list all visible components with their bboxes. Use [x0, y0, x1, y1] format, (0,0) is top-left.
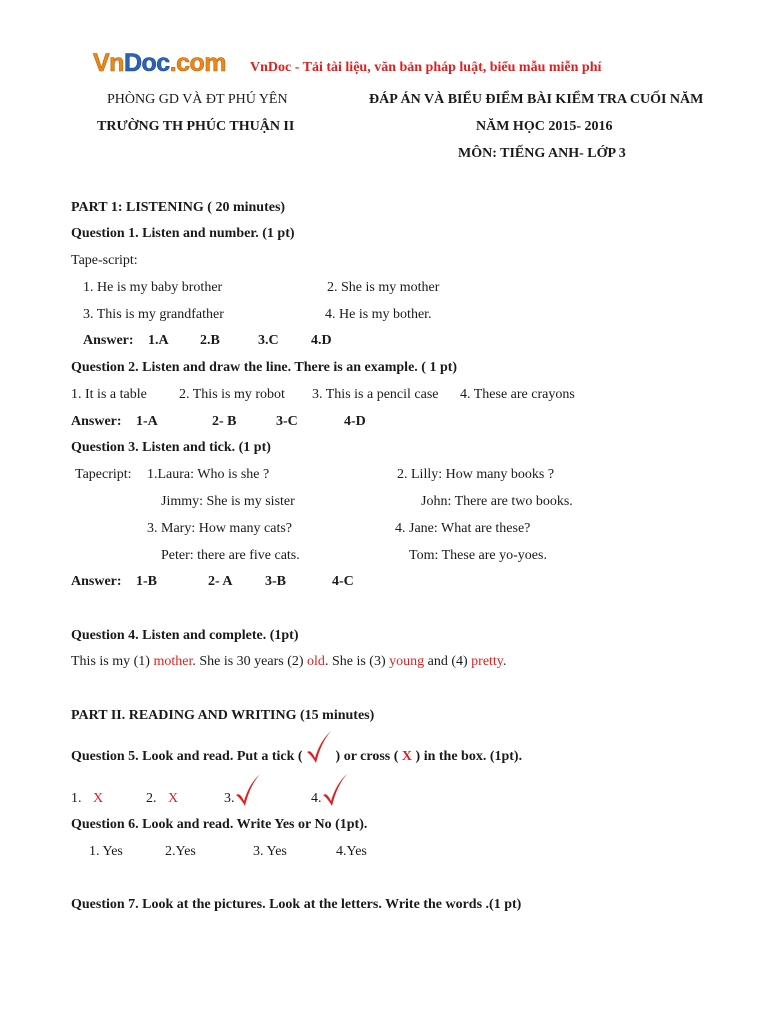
vndoc-logo[interactable] [93, 51, 226, 76]
q2-sentence-4: 4. These are crayons [460, 387, 575, 402]
q4-text-1: This is my (1) [71, 654, 154, 669]
site-tagline: VnDoc - Tải tài liệu, văn bản pháp luật, biểu mẫu miễn phí [250, 60, 602, 75]
q4-text-4: and (4) [424, 654, 472, 669]
q5-title-part-c: ) in the box. (1pt). [412, 749, 523, 765]
document-title: ĐÁP ÁN VÀ BIỂU ĐIỂM BÀI KIỂM TRA CUỐI NĂM [369, 92, 704, 107]
q1-answer-4: 4.D [311, 333, 332, 348]
q4-text-2: . She is 30 years (2) [192, 654, 308, 669]
q1-sentence-2: 2. She is my mother [327, 280, 440, 295]
school-name: TRƯỜNG TH PHÚC THUẬN II [97, 119, 295, 134]
q6-title: Question 6. Look and read. Write Yes or No (1pt). [71, 817, 368, 832]
q2-answer-label: Answer: [71, 414, 122, 429]
q1-sentence-4: 4. He is my bother. [325, 307, 432, 322]
q2-sentence-2: 2. This is my robot [179, 387, 285, 402]
q4-answer-2: old [307, 654, 325, 669]
q2-answer-3: 3-C [276, 414, 298, 429]
red-checkmark-icon [306, 730, 332, 764]
q3-dialog-2-line-1: 2. Lilly: How many books ? [397, 467, 555, 482]
logo-part-doc: Doc [123, 49, 170, 77]
q4-answer-4: pretty [471, 654, 503, 669]
part2-title: PART II. READING AND WRITING (15 minutes) [71, 708, 375, 723]
q6-answer-2: 2.Yes [165, 844, 196, 859]
q6-answer-1: 1. Yes [89, 844, 123, 859]
q3-answer-2: 2- A [208, 574, 233, 589]
department-name: PHÒNG GD VÀ ĐT PHÚ YÊN [107, 92, 288, 107]
q1-answer-1: 1.A [148, 333, 169, 348]
q5-item-4-checkmark-icon [322, 773, 348, 807]
q7-title: Question 7. Look at the pictures. Look at the letters. Write the words .(1 pt) [71, 897, 522, 912]
q3-dialog-3-line-1: 3. Mary: How many cats? [147, 521, 293, 536]
q5-item-1-cross: X [93, 791, 104, 806]
q5-item-4-number: 4. [311, 791, 322, 806]
q4-sentence [71, 655, 506, 669]
q5-item-3-number: 3. [224, 791, 235, 806]
q2-sentence-1: 1. It is a table [71, 387, 147, 402]
q3-answer-1: 1-B [136, 574, 157, 589]
part1-title: PART 1: LISTENING ( 20 minutes) [71, 200, 286, 215]
q1-answer-2: 2.B [200, 333, 220, 348]
q1-title: Question 1. Listen and number. (1 pt) [71, 226, 295, 241]
q4-text-5: . [502, 654, 507, 669]
q4-text-3: . She is (3) [324, 654, 390, 669]
q5-item-1-number: 1. [71, 791, 82, 806]
q1-sentence-1: 1. He is my baby brother [83, 280, 223, 295]
q2-sentence-3: 3. This is a pencil case [312, 387, 439, 402]
q5-item-2-number: 2. [146, 791, 157, 806]
q6-answer-4: 4.Yes [336, 844, 367, 859]
q5-item-3-checkmark-icon [235, 773, 261, 807]
q2-answer-2: 2- B [212, 414, 237, 429]
subject-line: MÔN: TIẾNG ANH- LỚP 3 [458, 146, 626, 161]
school-year: NĂM HỌC 2015- 2016 [476, 119, 613, 134]
q3-tape-label: Tapecript: [75, 467, 132, 482]
q3-answer-4: 4-C [332, 574, 354, 589]
q1-answer-3: 3.C [258, 333, 279, 348]
q6-answer-3: 3. Yes [253, 844, 287, 859]
q5-title-cross: X [401, 749, 413, 765]
q2-title: Question 2. Listen and draw the line. There is an example. ( 1 pt) [71, 360, 458, 375]
q5-item-2-cross: X [168, 791, 179, 806]
q1-sentence-3: 3. This is my grandfather [83, 307, 224, 322]
q3-dialog-3-line-2: Peter: there are five cats. [161, 548, 300, 563]
q3-dialog-1-line-2: Jimmy: She is my sister [161, 494, 295, 509]
q5-title [71, 750, 522, 764]
q3-answer-label: Answer: [71, 574, 122, 589]
q5-title-part-a: Question 5. Look and read. Put a tick ( [71, 749, 307, 765]
logo-part-com: .com [169, 49, 227, 77]
q2-answer-4: 4-D [344, 414, 366, 429]
q3-title: Question 3. Listen and tick. (1 pt) [71, 440, 271, 455]
q4-answer-3: young [389, 654, 425, 669]
q4-title: Question 4. Listen and complete. (1pt) [71, 628, 299, 643]
q1-tape-label: Tape-script: [71, 253, 138, 268]
q3-dialog-4-line-1: 4. Jane: What are these? [395, 521, 531, 536]
q3-dialog-2-line-2: John: There are two books. [421, 494, 573, 509]
q3-dialog-4-line-2: Tom: These are yo-yoes. [409, 548, 547, 563]
q3-answer-3: 3-B [265, 574, 286, 589]
q5-title-part-b: ) or cross ( [332, 749, 402, 765]
q2-answer-1: 1-A [136, 414, 158, 429]
q1-answer-label: Answer: [83, 333, 134, 348]
logo-part-vn: Vn [93, 49, 124, 77]
q4-answer-1: mother [153, 654, 193, 669]
q3-dialog-1-line-1: 1.Laura: Who is she ? [147, 467, 270, 482]
